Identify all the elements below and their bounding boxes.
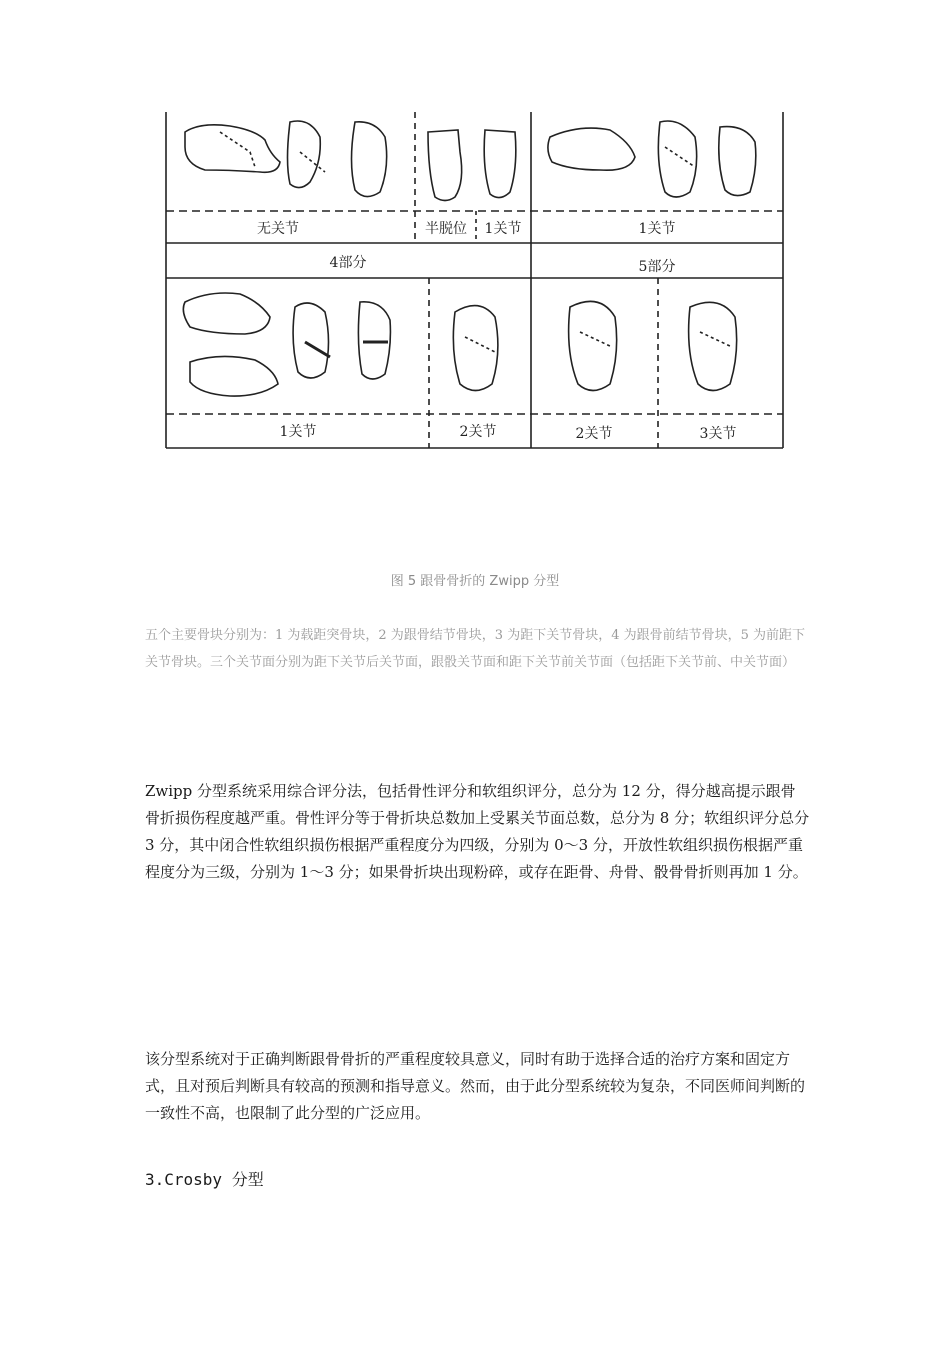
fracture-diagram xyxy=(160,112,786,454)
fragment-note: 五个主要骨块分别为：1 为载距突骨块，2 为跟骨结节骨块，3 为距下关节骨块，4 为跟骨前结节骨块，5 为前距下关节骨块。三个关节面分别为距下关节后关节面，跟骰关节面和距下关节前关节面（包括距下关节前、中关节面） xyxy=(145,628,806,670)
paragraph-zwipp-scoring: Zwipp 分型系统采用综合评分法，包括骨性评分和软组织评分，总分为 12 分，得分越高提示跟骨骨折损伤程度越严重。骨性评分等于骨折块总数加上受累关节面总数，总分为 8 分；软组织评分总分 3 分，其中闭合性软组织损伤根据严重程度分为四级，分别为 0～3 分，开放性软组织损伤根据严重程度分为三级，分别为 1～3 分；如果骨折块出现粉碎，或存在距骨、舟骨、骰骨骨折则再加 1 分。 xyxy=(145,782,810,881)
label-no-joint: 无关节 xyxy=(257,221,299,237)
label-five-part: 5部分 xyxy=(638,259,676,275)
label-three-joint: 3关节 xyxy=(699,426,737,442)
section-heading-crosby: 3.Crosby 分型 xyxy=(145,1170,264,1189)
label-four-part: 4部分 xyxy=(329,255,367,271)
paragraph-zwipp-significance: 该分型系统对于正确判断跟骨骨折的严重程度较具意义，同时有助于选择合适的治疗方案和固定方式，且对预后判断具有较高的预测和指导意义。然而，由于此分型系统较为复杂，不同医师间判断的一致性不高，也限制了此分型的广泛应用。 xyxy=(145,1050,806,1122)
label-one-joint-c: 1关节 xyxy=(279,424,317,440)
label-one-joint-a: 1关节 xyxy=(484,221,522,237)
zwipp-classification-figure xyxy=(160,112,786,454)
label-one-joint-b: 1关节 xyxy=(638,221,676,237)
label-subluxation: 半脱位 xyxy=(425,221,467,237)
label-two-joint-a: 2关节 xyxy=(459,424,497,440)
figure-caption: 图 5 跟骨骨折的 Zwipp 分型 xyxy=(390,574,560,589)
label-two-joint-b: 2关节 xyxy=(575,426,613,442)
